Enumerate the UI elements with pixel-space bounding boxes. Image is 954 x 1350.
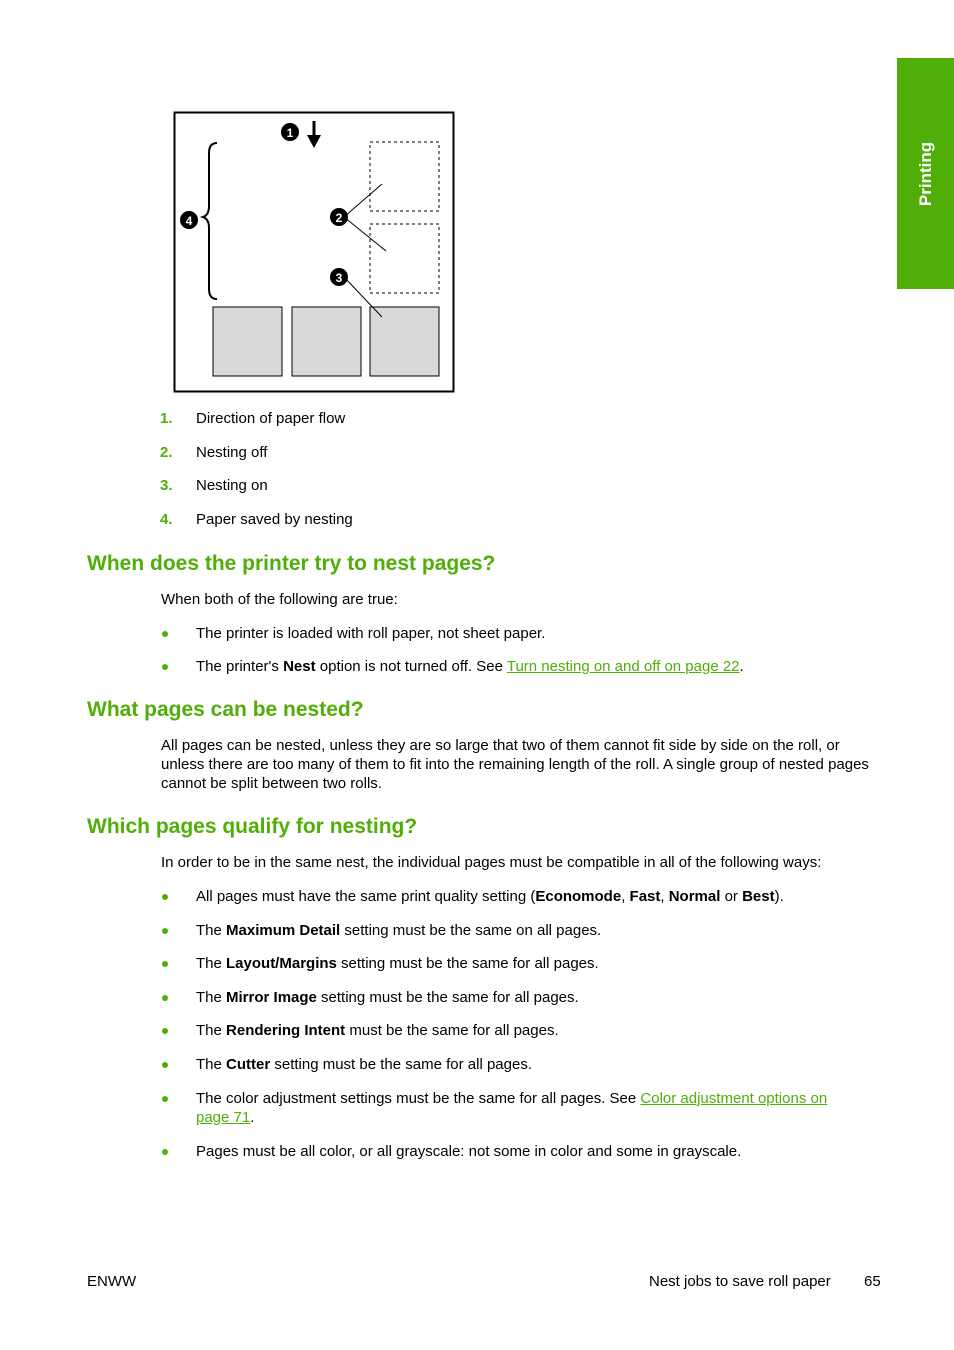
bullet-icon [162,894,168,900]
svg-text:1: 1 [286,126,294,140]
svg-text:4: 4 [185,214,193,228]
list-item: Pages must be all color, or all grayscale: not some in color and some in grayscale. [160,1142,882,1161]
bullet-icon [162,1062,168,1068]
callout-2 [330,208,348,226]
bullet-icon [162,664,168,670]
svg-text:3: 3 [335,271,343,285]
section1-intro: When both of the following are true: [161,591,398,608]
link-color-adjustment[interactable]: Color adjustment options on page 71 [196,1089,828,1126]
chapter-tab [897,58,954,289]
list-item: The Mirror Image setting must be the same for all pages. [160,988,882,1022]
list-item: The printer's Nest option is not turned off. See Turn nesting on and off on page 22. [160,657,882,676]
heading-which-pages: Which pages qualify for nesting? [87,815,418,838]
nested-page-1 [213,307,282,376]
callout-1 [281,123,299,141]
bullet-icon [162,1149,168,1155]
bullet-icon [162,928,168,934]
link-turn-nesting[interactable]: Turn nesting on and off on page 22 [506,658,740,675]
chapter-tab-label: Printing [915,141,935,206]
section2-body: All pages can be nested, unless they are so large that two of them cannot fit side by side on the roll, or unless there are too many of them to fit into the remaining length of the roll. A single group of nested pages cannot be split between two rolls. [161,737,869,792]
callout-3 [330,268,348,286]
heading-when-nest: When does the printer try to nest pages? [87,552,496,575]
bullet-icon [162,1096,168,1102]
footer-title: Nest jobs to save roll paper [649,1273,831,1290]
svg-text:2: 2 [335,211,343,225]
footer-left: ENWW [87,1273,137,1290]
list-item: The color adjustment settings must be the same for all pages. See Color adjustment options on page 71. [160,1089,856,1142]
section3-bullets [160,887,882,1161]
bullet-icon [162,1028,168,1034]
list-item: The Layout/Margins setting must be the same for all pages. [160,954,882,988]
bullet-icon [162,631,168,637]
bullet-icon [162,995,168,1001]
list-item: All pages must have the same print quality setting (Economode, Fast, Normal or Best). [160,887,882,921]
nested-page-2 [292,307,361,376]
callout-4 [180,211,198,229]
list-item: The Cutter setting must be the same for all pages. [160,1055,882,1089]
section3-intro: In order to be in the same nest, the individual pages must be compatible in all of the following ways: [161,854,822,871]
list-item: The Rendering Intent must be the same for all pages. [160,1021,882,1055]
section1-bullets [160,624,882,676]
heading-what-pages: What pages can be nested? [87,698,364,721]
bullet-icon [162,961,168,967]
page-number: 65 [864,1273,881,1290]
nested-page-3 [370,307,439,376]
nesting-diagram [173,111,457,394]
list-item: The Maximum Detail setting must be the same on all pages. [160,921,882,955]
list-item: The printer is loaded with roll paper, not sheet paper. [160,624,882,657]
